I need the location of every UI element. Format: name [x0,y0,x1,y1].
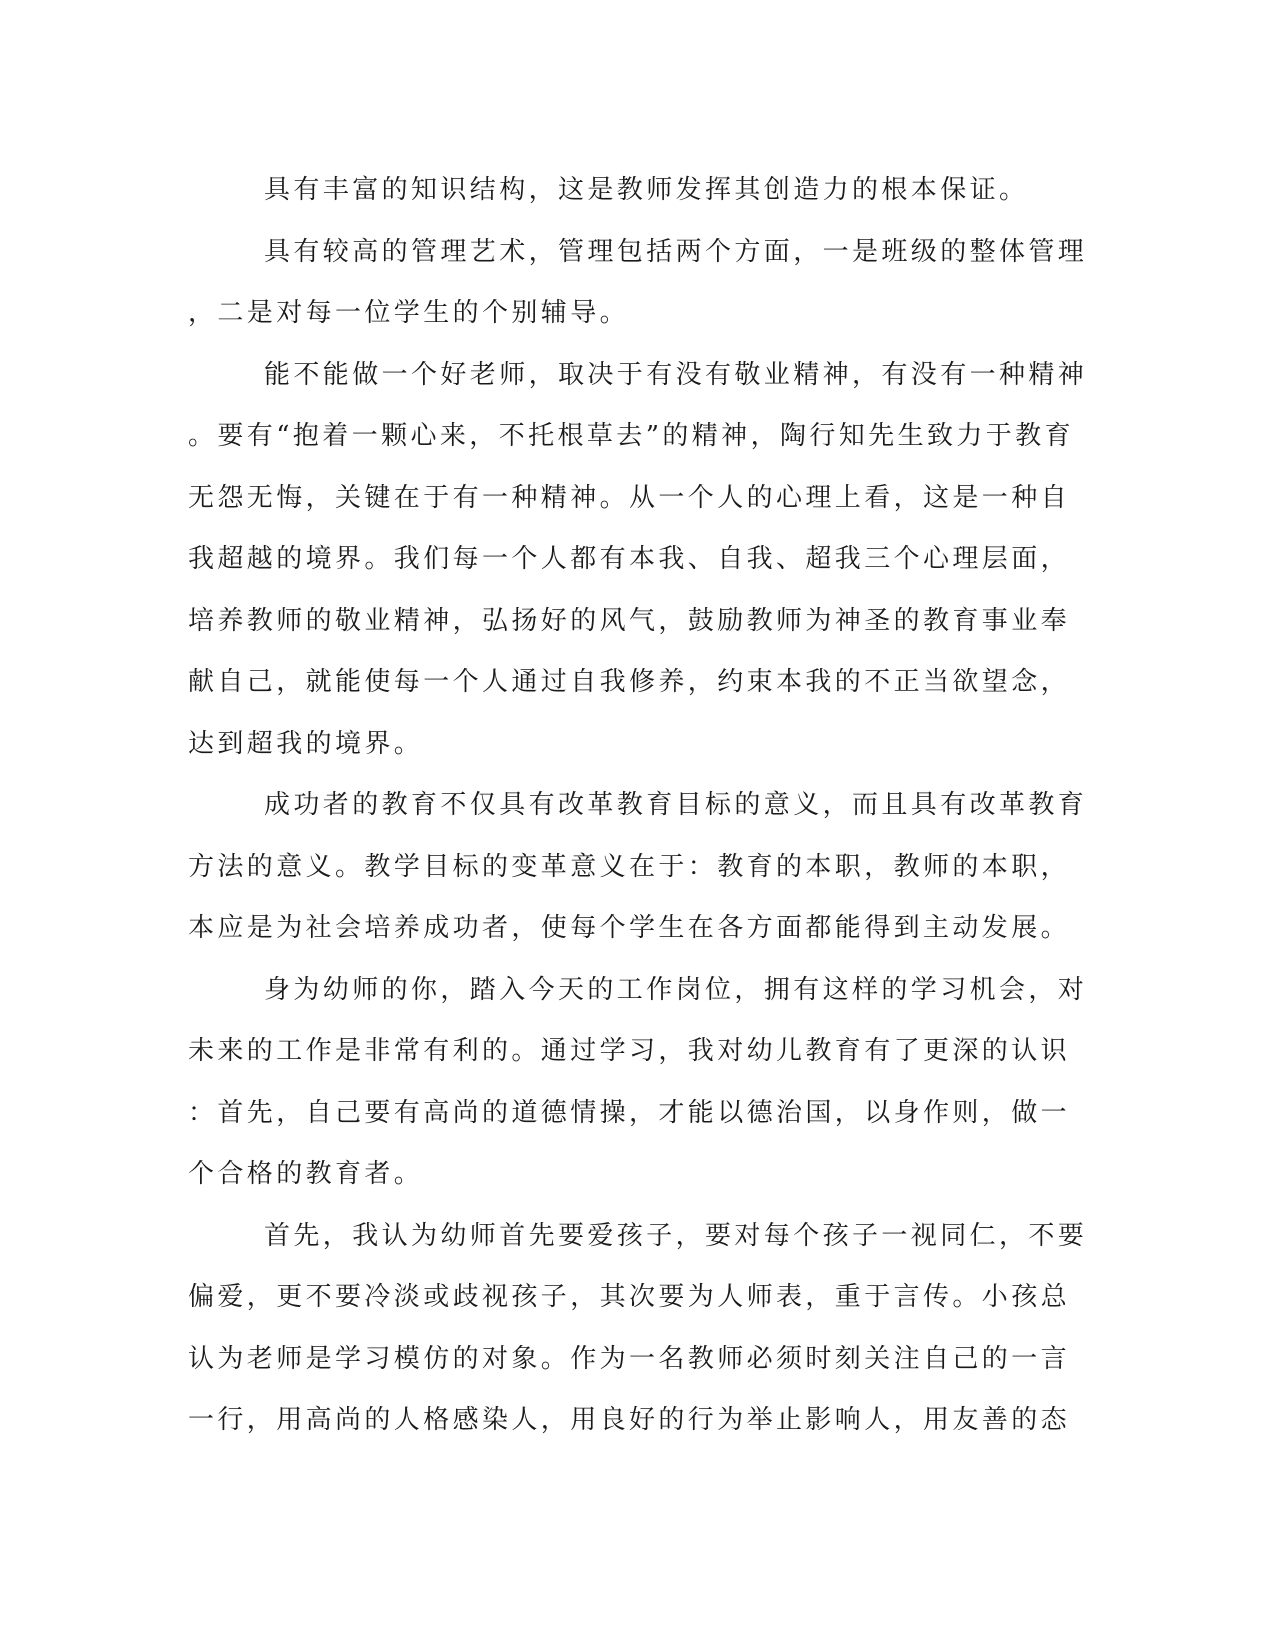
text-line: 。要有“抱着一颗心来，不托根草去”的精神，陶行知先生致力于教育 [188,421,1074,451]
text-line: ，二是对每一位学生的个别辅导。 [188,298,630,328]
text-line: 具有较高的管理艺术，管理包括两个方面，一是班级的整体管理 [264,236,1088,267]
text-line: 达到超我的境界。 [188,728,424,759]
text-line: 首先，我认为幼师首先要爱孩子，要对每个孩子一视同仁，不要 [264,1220,1088,1251]
paragraph-4 [188,775,1088,960]
text-line: 方法的意义。教学目标的变革意义在于：教育的本职，教师的本职， [188,851,1071,882]
text-line: 本应是为社会培养成功者，使每个学生在各方面都能得到主动发展。 [188,913,1071,943]
text-line: ：首先，自己要有高尚的道德情操，才能以德治国，以身作则，做一 [188,1097,1071,1128]
text-line: 我超越的境界。我们每一个人都有本我、自我、超我三个心理层面， [188,544,1071,574]
text-line: 个合格的教育者。 [188,1159,424,1189]
text-line: 具有丰富的知识结构，这是教师发挥其创造力的根本保证。 [264,175,1029,205]
text-line: 无怨无悔，关键在于有一种精神。从一个人的心理上看，这是一种自 [188,482,1071,513]
paragraph-5 [188,960,1088,1206]
paragraph-3 [188,345,1088,776]
text-line: 培养教师的敬业精神，弘扬好的风气，鼓励教师为神圣的教育事业奉 [188,605,1071,636]
text-line: 未来的工作是非常有利的。通过学习，我对幼儿教育有了更深的认识 [188,1036,1071,1066]
text-line: 一行，用高尚的人格感染人，用良好的行为举止影响人，用友善的态 [188,1405,1071,1435]
paragraph-1 [188,160,1078,222]
text-line: 能不能做一个好老师，取决于有没有敬业精神，有没有一种精神 [264,359,1088,390]
paragraph-6 [188,1206,1088,1452]
text-line: 身为幼师的你，踏入今天的工作岗位，拥有这样的学习机会，对 [264,974,1088,1005]
text-line: 认为老师是学习模仿的对象。作为一名教师必须时刻关注自己的一言 [188,1343,1071,1374]
text-line: 成功者的教育不仅具有改革教育目标的意义，而且具有改革教育 [264,790,1088,820]
document-body [188,160,1088,1452]
paragraph-2 [188,222,1088,345]
text-line: 偏爱，更不要冷淡或歧视孩子，其次要为人师表，重于言传。小孩总 [188,1282,1071,1312]
text-line: 献自己，就能使每一个人通过自我修养，约束本我的不正当欲望念， [188,667,1071,697]
